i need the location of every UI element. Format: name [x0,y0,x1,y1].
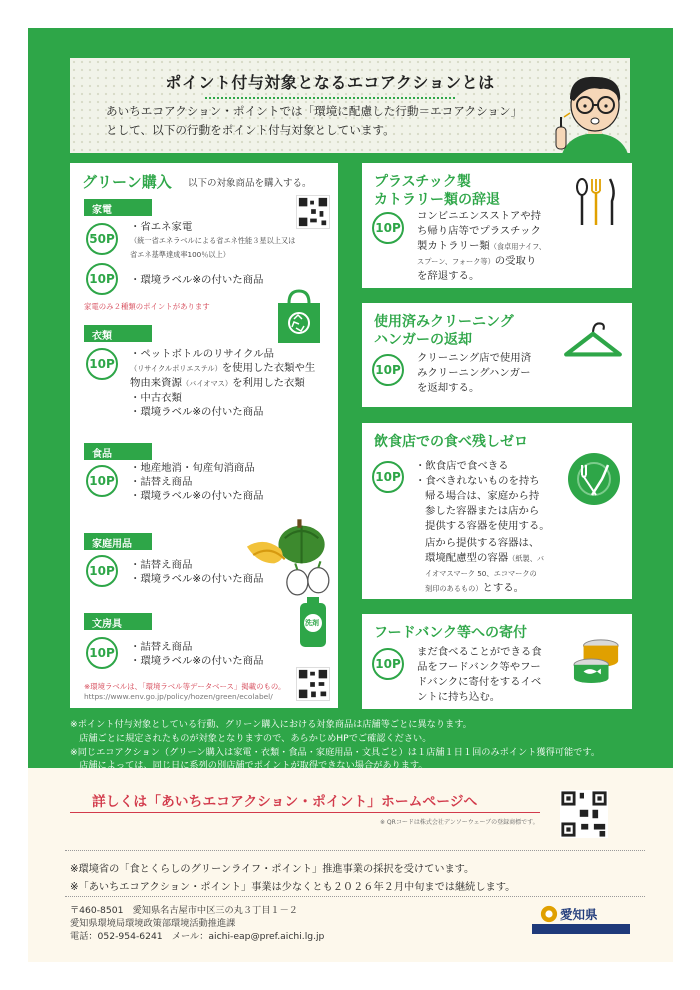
category-kaden: 家電 [84,199,152,216]
item-irui: ・ペットボトルのリサイクル品 （リサイクルポリエステル）を使用した衣類や生 物由来資源（バイオマス）を利用した衣類 ・中古衣類 ・環境ラベル※の付いた商品 [130,348,316,418]
badge-10p-katei: 10P [86,555,118,587]
badge-50p: 50P [86,223,118,255]
foodbank-text: まだ食べることができる食 品をフードバンク等やフー ドバンクに寄付をするイベ ントに持ち込む。 [417,646,542,703]
person-illustration [550,65,640,165]
aichi-prefecture-logo: 愛知県 [560,907,598,922]
hanger-title: 使用済みクリーニング ハンガーの返却 [374,314,514,348]
plastic-title: プラスチック製 カトラリー類の辞退 [374,174,500,208]
qr-trademark-note: ※ QRコードは株式会社デンソーウェーブの登録商標です。 [380,819,539,826]
item-shokuhin: ・地産地消・旬産旬消商品 ・詰替え商品 ・環境ラベル※の付いた商品 [130,462,264,502]
hanger-card [362,303,632,407]
intro-box [70,58,630,153]
divider-1 [65,850,645,851]
badge-10p-hanger: 10P [372,354,404,386]
green-purchase-title: グリーン購入 [82,173,172,191]
address-postal: 〒460-8501 愛知県名古屋市中区三の丸３丁目１－２ [70,905,298,916]
badge-10p-foodbank: 10P [372,648,404,680]
green-purchase-subtitle: 以下の対象商品を購入する。 [188,178,312,189]
hanger-icon [562,319,624,361]
green-purchase-card [70,163,338,708]
badge-10p-leftover: 10P [372,461,404,493]
ecolabel-note: ※環境ラベルは、「環境ラベル等データベース」掲載のもの。 [84,682,286,691]
kaden-note: 家電のみ２種類のポイントがあります [84,302,210,311]
qr-code-ecolabel [296,667,330,701]
address-dept: 愛知県環境局環境政策部環境活動推進課 [70,918,236,929]
badge-10p-bungu: 10P [86,637,118,669]
badge-10p-kaden: 10P [86,263,118,295]
leftover-text: ・飲食店で食べきる ・食べきれないものを持ち 帰る場合は、家庭から持 参した容器または店から 提供する容器を使用する。 店から提供する容器は、 環境配慮型の容器（紙製、バ イオマスマーク 50、エコマークの 刻印のあるもの）とする。 [415,460,550,594]
divider-2 [65,896,645,897]
item-katei: ・詰替え商品 ・環境ラベル※の付いた商品 [130,559,264,585]
category-shokuhin: 食品 [84,443,152,460]
aichi-emblem-icon [540,905,558,923]
item-kaden-1: ・省エネ家電 （統一省エネラベルによる省エネ性能３星以上又は 省エネ基準達成率100％以上） [130,221,296,259]
category-bungu: 文房具 [84,613,152,630]
plastic-cutlery-card [362,163,632,288]
logo-band [532,924,630,934]
qr-code-top [296,195,330,229]
footnotes: ※ポイント付与対象としている行動、グリーン購入における対象商品は店舗等ごとに異なります。 店舗ごとに規定されたものが対象となりますので、あらかじめHPでご確認ください。 ※同じエコアクション（グリーン購入は家電・衣類・食品・家庭用品・文具ごと）は１店舗１日１回のみポイント獲得可能です。 店舗によっては、同じ日に系列の別店舗でポイントが取得できない場合があります。 [70,719,601,772]
canned-food-icon [570,636,624,684]
qr-code-homepage[interactable] [560,790,608,838]
intro-line-2: として、以下の行動をポイント付与対象としています。 [106,123,395,137]
category-katei: 家庭用品 [84,533,152,550]
hanger-text: クリーニング店で使用済 みクリーニングハンガー を返却する。 [417,352,532,394]
leftover-title: 飲食店での食べ残しゼロ [374,434,528,450]
intro-line-1: あいちエコアクション・ポイントでは「環境に配慮した行動＝エコアクション」 [106,104,523,118]
intro-text [106,102,576,140]
badge-10p-shokuhin: 10P [86,465,118,497]
item-kaden-2: ・環境ラベル※の付いた商品 [130,274,264,286]
foodbank-card [362,614,632,709]
badge-10p-irui: 10P [86,348,118,380]
note-duration: ※「あいちエコアクション・ポイント」事業は少なくとも２０２６年２月中旬までは継続します。 [70,882,516,893]
link-underline [70,812,540,813]
intro-title: ポイント付与対象となるエコアクションとは [70,70,590,93]
plastic-text: コンビニエンスストアや持 ち帰り店等でプラスチック 製カトラリー類（食卓用ナイフ、 スプーン、フォーク等）の受取り を辞退する。 [417,210,546,282]
item-bungu: ・詰替え商品 ・環境ラベル※の付いた商品 [130,641,264,667]
ecolabel-url[interactable]: https://www.env.go.jp/policy/hozen/green/ecolabel/ [84,692,273,701]
bottle-label: 洗剤 [305,619,319,627]
homepage-link[interactable]: 詳しくは「あいちエコアクション・ポイント」ホームページへ [92,794,478,810]
badge-10p-plastic: 10P [372,212,404,244]
plate-icon [566,451,622,507]
category-irui: 衣類 [84,325,152,342]
contact-info: 電話：052-954-6241 メール：aichi-eap@pref.aichi.lg.jp [70,931,325,942]
note-grant: ※環境省の「食とくらしのグリーンライフ・ポイント」推進事業の採択を受けています。 [70,864,475,875]
shopping-bag-icon [274,289,324,345]
cutlery-icon [574,177,620,227]
foodbank-title: フードバンク等への寄付 [374,625,528,641]
leftover-card [362,423,632,599]
